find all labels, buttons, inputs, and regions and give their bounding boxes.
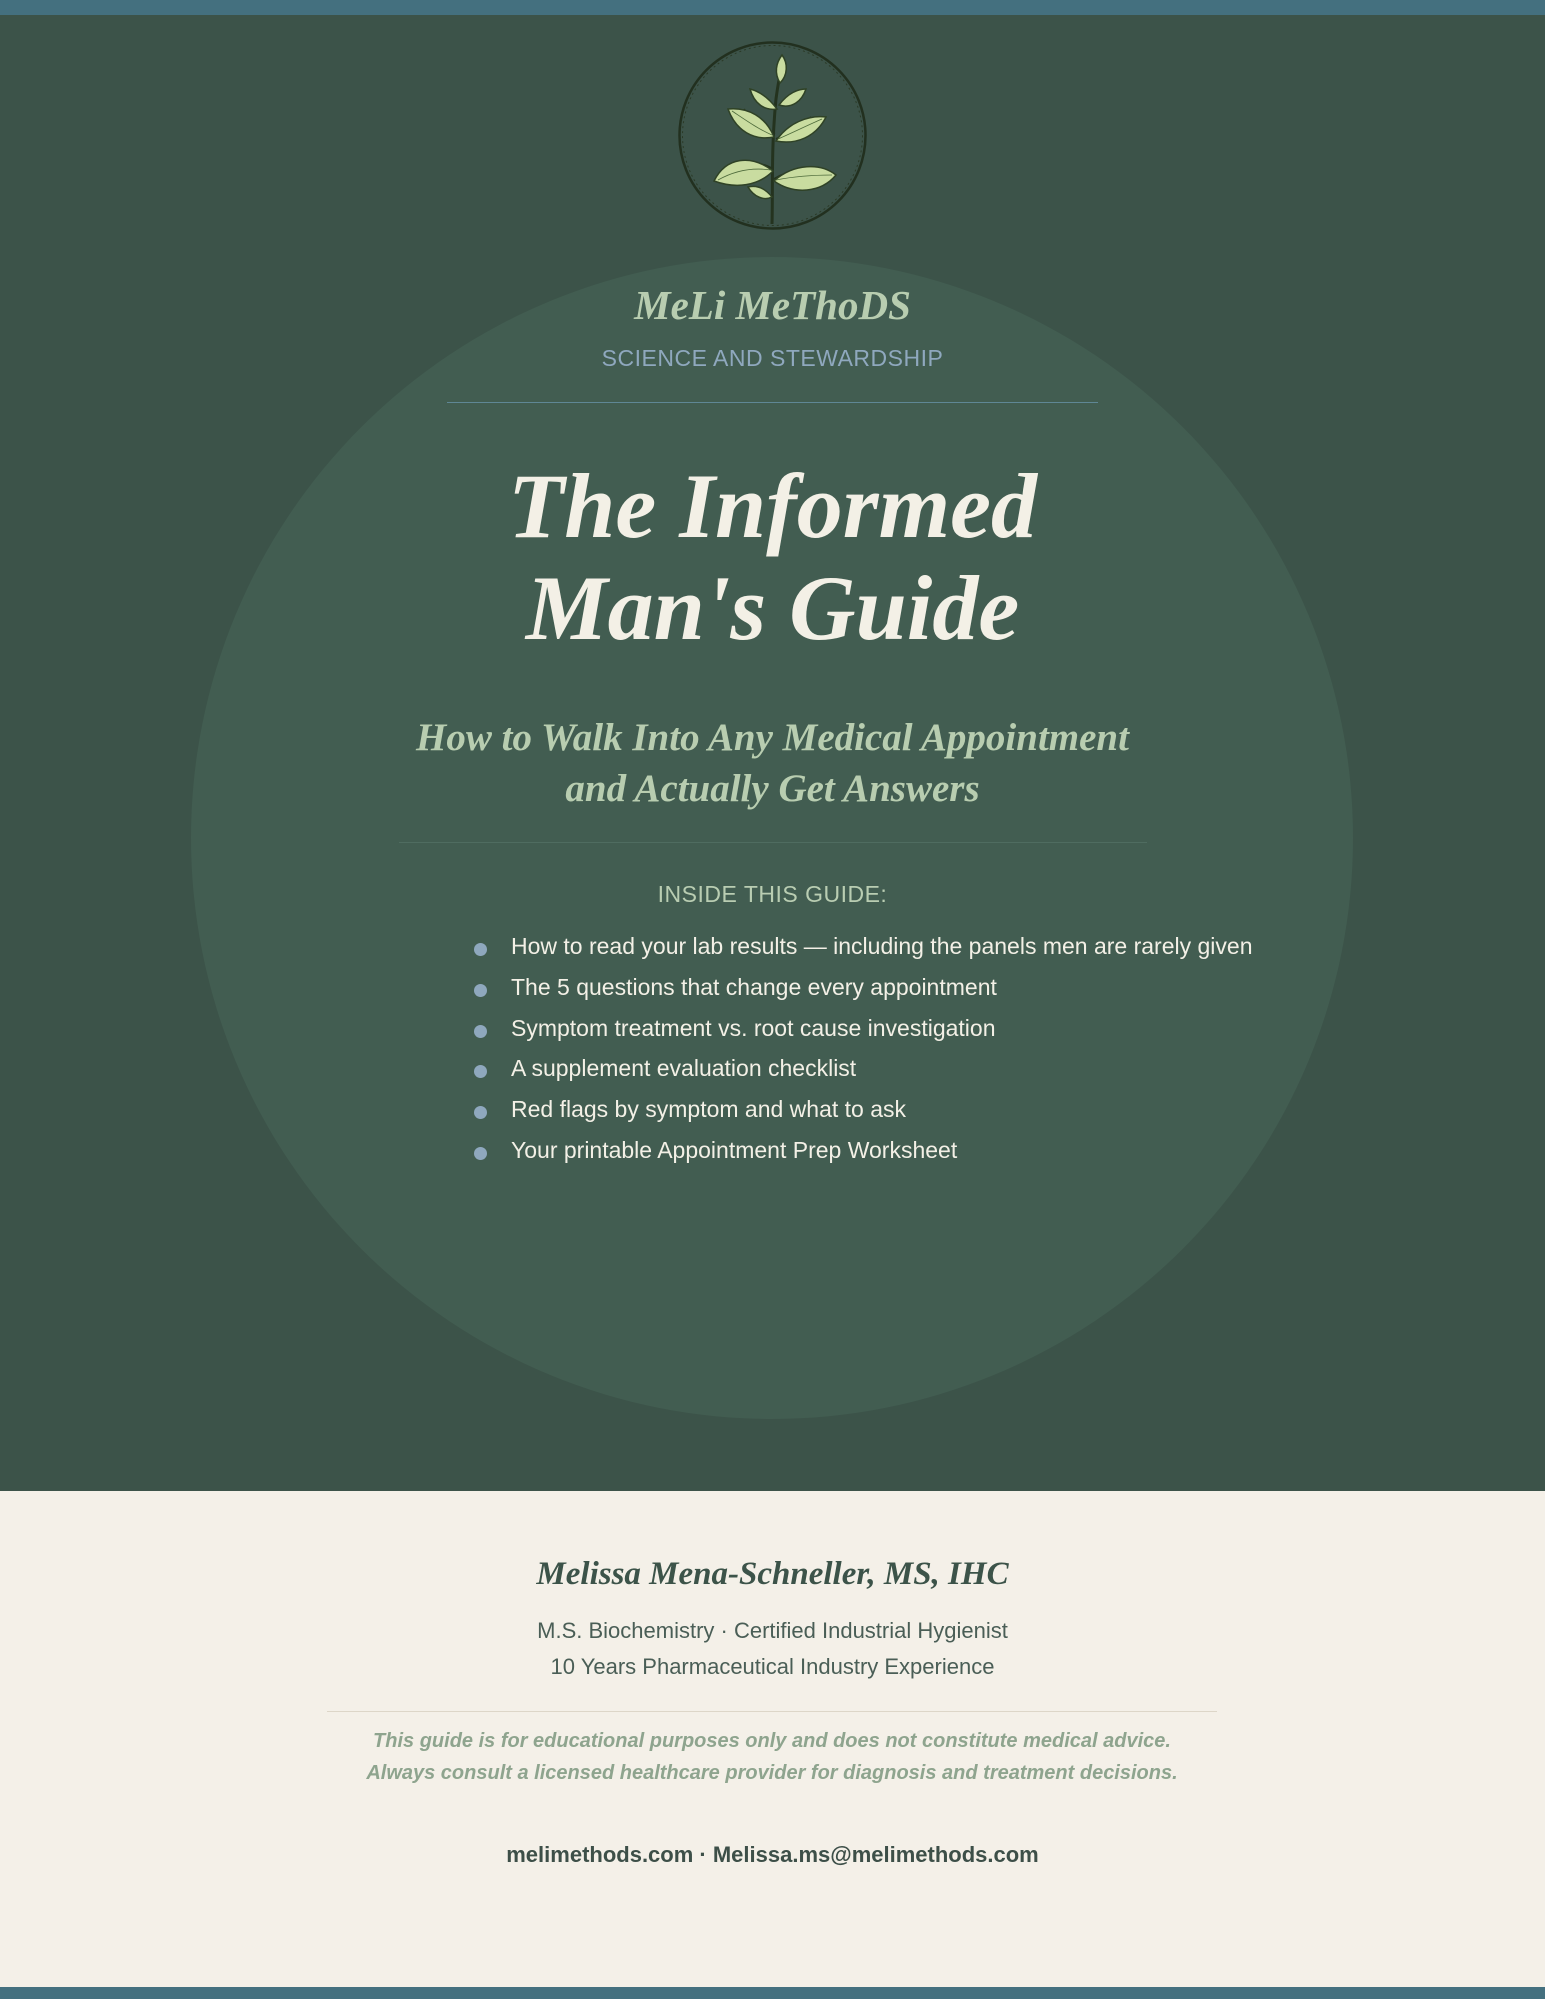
contact-info: melimethods.com · Melissa.ms@melimethods.com [506, 1842, 1039, 1867]
toc-item [474, 1134, 1253, 1175]
toc-list [474, 930, 1253, 1175]
subtitle-line-1: How to Walk Into Any Medical Appointment [416, 716, 1129, 759]
disclaimer [327, 1725, 1217, 1789]
brand-name: MeLi MeThoDS [634, 282, 911, 328]
subtitle-line-2: and Actually Get Answers [565, 767, 980, 810]
toc-item-text: Red flags by symptom and what to ask [511, 1096, 907, 1123]
toc-item-text: Your printable Appointment Prep Worksheet [511, 1136, 958, 1163]
toc-item-text: The 5 questions that change every appointment [511, 973, 997, 1000]
section-divider [399, 842, 1147, 843]
cover-hero [0, 15, 1545, 1491]
bullet-dot-icon [474, 984, 487, 997]
toc-item [474, 1012, 1253, 1053]
page-subtitle [0, 712, 1545, 814]
brand-tagline: SCIENCE AND STEWARDSHIP [601, 345, 944, 371]
bottom-accent-bar [0, 1987, 1545, 1999]
author-credentials-1: M.S. Biochemistry · Certified Industrial Hygienist [537, 1618, 1008, 1643]
toc-heading: INSIDE THIS GUIDE: [657, 881, 888, 907]
toc-item [474, 1052, 1253, 1093]
toc-item [474, 1093, 1253, 1134]
author-name: Melissa Mena-Schneller, MS, IHC [536, 1556, 1009, 1592]
bullet-dot-icon [474, 943, 487, 956]
title-line-2: Man's Guide [525, 557, 1020, 659]
bullet-dot-icon [474, 1147, 487, 1160]
toc-item [474, 930, 1253, 971]
bullet-dot-icon [474, 1065, 487, 1078]
disclaimer-line-1: This guide is for educational purposes only and does not constitute medical advice. [373, 1730, 1171, 1752]
disclaimer-line-2: Always consult a licensed healthcare provider for diagnosis and treatment decisions. [366, 1762, 1178, 1784]
footer-divider [327, 1711, 1217, 1712]
bullet-dot-icon [474, 1025, 487, 1038]
header-divider [447, 402, 1098, 403]
toc-item-text: Symptom treatment vs. root cause investigation [511, 1014, 996, 1041]
author-credentials-2: 10 Years Pharmaceutical Industry Experience [550, 1654, 995, 1679]
toc-item-text: How to read your lab results — including the panels men are rarely given [511, 933, 1253, 959]
top-accent-bar [0, 0, 1545, 15]
toc-item [474, 971, 1253, 1012]
toc-item-text: A supplement evaluation checklist [511, 1055, 857, 1082]
page-title [0, 455, 1545, 659]
title-line-1: The Informed [508, 455, 1037, 557]
hero-background-circle [191, 257, 1353, 1419]
bullet-dot-icon [474, 1106, 487, 1119]
leaf-sprig-icon [676, 39, 869, 232]
